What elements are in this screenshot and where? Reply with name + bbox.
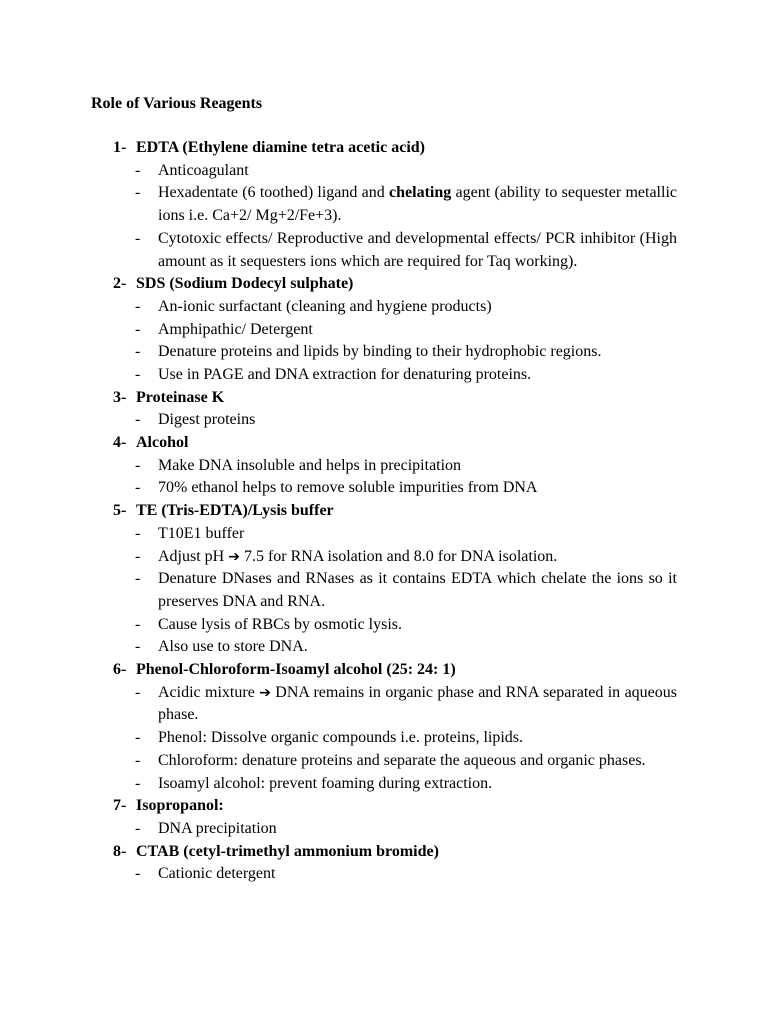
bullet-text: Make DNA insoluble and helps in precipitation	[158, 456, 462, 474]
dash-bullet-marker: -	[135, 320, 141, 338]
bullet-text: 70% ethanol helps to remove soluble impurities from DNA	[158, 479, 538, 497]
section-heading	[0, 137, 768, 160]
bullet-text: Cationic detergent	[158, 865, 276, 883]
bullet-item	[0, 182, 768, 227]
section-number: 4-	[113, 434, 127, 452]
reagent-section	[0, 659, 768, 795]
bullet-item	[0, 863, 768, 886]
bullet-item	[0, 636, 768, 659]
section-title: Proteinase K	[136, 388, 225, 406]
right-arrow-icon: ➔	[259, 684, 271, 701]
bullet-item	[0, 409, 768, 432]
section-title: TE (Tris-EDTA)/Lysis buffer	[136, 502, 334, 520]
dash-bullet-marker: -	[135, 729, 141, 747]
section-heading	[0, 841, 768, 864]
dash-bullet-marker: -	[135, 819, 141, 837]
dash-bullet-marker: -	[135, 184, 141, 202]
reagent-section	[0, 795, 768, 840]
reagent-section	[0, 137, 768, 273]
section-heading	[0, 795, 768, 818]
bullet-item	[0, 614, 768, 637]
dash-bullet-marker: -	[135, 865, 141, 883]
bullet-item	[0, 682, 768, 727]
section-number: 1-	[113, 139, 127, 156]
reagent-section	[0, 500, 768, 659]
section-title: Phenol-Chloroform-Isoamyl alcohol (25: 24: 1)	[136, 661, 456, 679]
bullet-item	[0, 568, 768, 613]
section-number: 8-	[113, 842, 127, 860]
emphasized-term: chelating	[389, 184, 452, 202]
section-heading	[0, 387, 768, 410]
bullet-text: Also use to store DNA.	[158, 638, 308, 656]
dash-bullet-marker: -	[135, 456, 141, 474]
bullet-item	[0, 773, 768, 796]
bullet-text: An-ionic surfactant (cleaning and hygiene products)	[158, 297, 492, 315]
bullet-text: Hexadentate (6 toothed) ligand and chelating agent (ability to sequester metallic ions i.e. Ca+2/ Mg+2/Fe+3).	[158, 184, 677, 225]
section-heading	[0, 500, 768, 523]
bullet-text: DNA precipitation	[158, 819, 277, 837]
bullet-item	[0, 319, 768, 342]
bullet-text: Denature DNases and RNases as it contains EDTA which chelate the ions so it preserves DNA and RNA.	[158, 570, 677, 610]
dash-bullet-marker: -	[135, 615, 141, 633]
bullet-item	[0, 523, 768, 546]
bullet-item	[0, 727, 768, 750]
dash-bullet-marker: -	[135, 547, 141, 565]
bullet-item	[0, 455, 768, 478]
section-heading	[0, 659, 768, 682]
dash-bullet-marker: -	[135, 229, 141, 247]
bullet-text: Cause lysis of RBCs by osmotic lysis.	[158, 615, 403, 633]
reagent-section	[0, 432, 768, 500]
dash-bullet-marker: -	[135, 751, 141, 769]
dash-bullet-marker: -	[135, 297, 141, 315]
bullet-item	[0, 364, 768, 387]
bullet-text: Denature proteins and lipids by binding to their hydrophobic regions.	[158, 343, 602, 361]
bullet-text: Chloroform: denature proteins and separate the aqueous and organic phases.	[158, 751, 646, 769]
section-title: Alcohol	[136, 434, 189, 452]
section-number: 2-	[113, 275, 127, 293]
dash-bullet-marker: -	[135, 638, 141, 656]
dash-bullet-marker: -	[135, 524, 141, 542]
bullet-text: Amphipathic/ Detergent	[158, 320, 313, 338]
section-number: 6-	[113, 661, 127, 679]
document-title: Role of Various Reagents	[91, 95, 263, 112]
section-heading	[0, 432, 768, 455]
section-title: SDS (Sodium Dodecyl sulphate)	[136, 275, 354, 293]
bullet-text: Isoamyl alcohol: prevent foaming during extraction.	[158, 774, 493, 792]
section-number: 3-	[113, 388, 127, 406]
bullet-text: Cytotoxic effects/ Reproductive and developmental effects/ PCR inhibitor (High amount as it sequesters ions which are required for Taq working).	[158, 229, 677, 270]
bullet-item	[0, 818, 768, 841]
dash-bullet-marker: -	[135, 411, 141, 429]
bullet-item	[0, 341, 768, 364]
bullet-item	[0, 296, 768, 319]
dash-bullet-marker: -	[135, 479, 141, 497]
reagent-list	[0, 137, 768, 886]
reagent-section	[0, 387, 768, 432]
bullet-item	[0, 546, 768, 569]
section-heading	[0, 273, 768, 296]
reagent-section	[0, 273, 768, 387]
dash-bullet-marker: -	[135, 570, 141, 588]
bullet-text: Anticoagulant	[158, 161, 249, 179]
section-title: Isopropanol:	[136, 797, 224, 815]
dash-bullet-marker: -	[135, 683, 141, 701]
dash-bullet-marker: -	[135, 774, 141, 792]
dash-bullet-marker: -	[135, 366, 141, 383]
bullet-item	[0, 160, 768, 183]
bullet-text: Use in PAGE and DNA extraction for denaturing proteins.	[158, 366, 532, 383]
section-number: 5-	[113, 502, 127, 520]
section-title: EDTA (Ethylene diamine tetra acetic acid)	[136, 139, 425, 156]
bullet-text: T10E1 buffer	[158, 524, 245, 542]
bullet-item	[0, 477, 768, 500]
right-arrow-icon: ➔	[228, 548, 240, 565]
bullet-text: Acidic mixture ➔ DNA remains in organic phase and RNA separated in aqueous phase.	[158, 683, 677, 724]
dash-bullet-marker: -	[135, 343, 141, 361]
bullet-item	[0, 228, 768, 273]
bullet-text: Digest proteins	[158, 411, 256, 429]
section-title: CTAB (cetyl-trimethyl ammonium bromide)	[136, 842, 439, 860]
bullet-item	[0, 750, 768, 773]
bullet-text: Phenol: Dissolve organic compounds i.e. proteins, lipids.	[158, 729, 524, 747]
bullet-text: Adjust pH ➔ 7.5 for RNA isolation and 8.0 for DNA isolation.	[158, 547, 558, 565]
section-number: 7-	[113, 797, 127, 815]
dash-bullet-marker: -	[135, 161, 141, 179]
reagent-section	[0, 841, 768, 886]
